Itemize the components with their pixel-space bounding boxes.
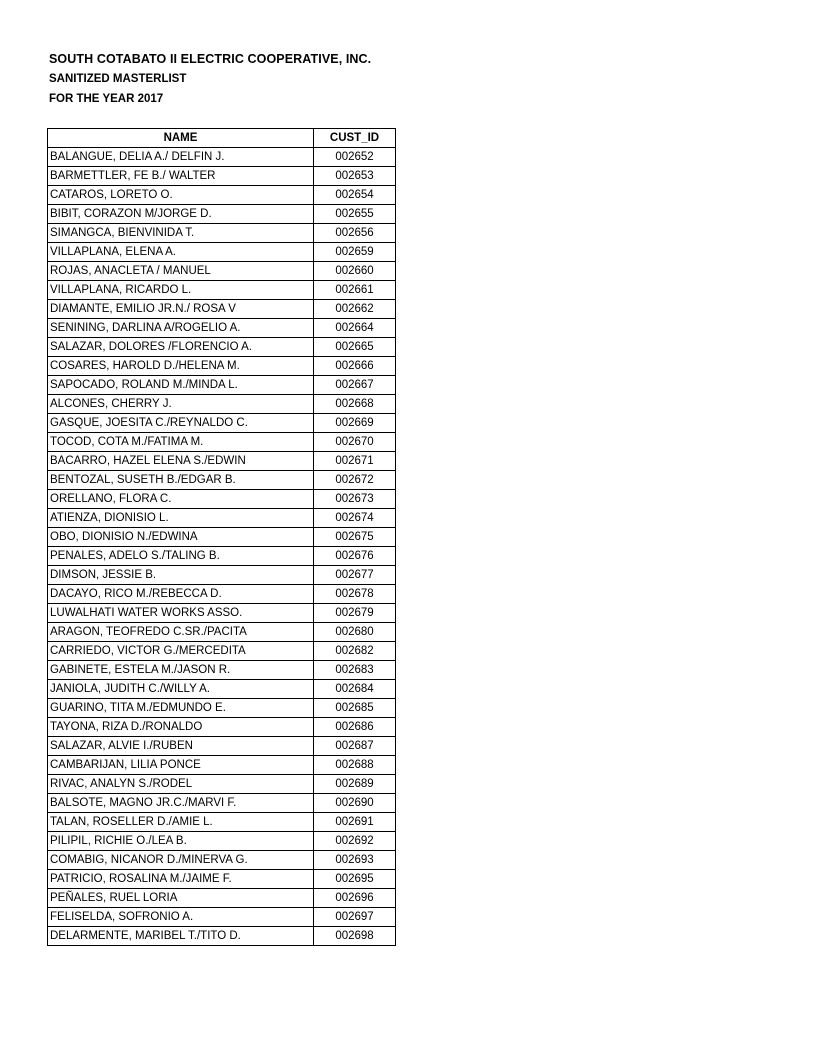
table-row <box>48 490 396 509</box>
customer-name-cell: DIMSON, JESSIE B. <box>48 566 314 585</box>
customer-name-cell: TALAN, ROSELLER D./AMIE L. <box>48 813 314 832</box>
customer-id-cell: 002679 <box>314 604 396 623</box>
customer-id-cell: 002670 <box>314 433 396 452</box>
table-row <box>48 927 396 946</box>
customer-id-cell: 002653 <box>314 167 396 186</box>
customer-name-cell: VILLAPLANA, ELENA A. <box>48 243 314 262</box>
customer-name-cell: BIBIT, CORAZON M/JORGE D. <box>48 205 314 224</box>
customer-id-cell: 002662 <box>314 300 396 319</box>
customer-name-cell: FELISELDA, SOFRONIO A. <box>48 908 314 927</box>
customer-name-cell: SALAZAR, ALVIE I./RUBEN <box>48 737 314 756</box>
column-header-cust-id: CUST_ID <box>314 129 396 148</box>
table-row <box>48 585 396 604</box>
table-row <box>48 604 396 623</box>
customer-id-cell: 002675 <box>314 528 396 547</box>
customer-name-cell: SALAZAR, DOLORES /FLORENCIO A. <box>48 338 314 357</box>
customer-name-cell: CAMBARIJAN, LILIA PONCE <box>48 756 314 775</box>
customer-name-cell: OBO, DIONISIO N./EDWINA <box>48 528 314 547</box>
table-row <box>48 566 396 585</box>
customer-id-cell: 002680 <box>314 623 396 642</box>
customer-name-cell: SENINING, DARLINA A/ROGELIO A. <box>48 319 314 338</box>
customer-name-cell: BALSOTE, MAGNO JR.C./MARVI F. <box>48 794 314 813</box>
table-row <box>48 813 396 832</box>
customer-id-cell: 002661 <box>314 281 396 300</box>
table-row <box>48 661 396 680</box>
table-row <box>48 528 396 547</box>
table-row <box>48 908 396 927</box>
customer-id-cell: 002683 <box>314 661 396 680</box>
customer-name-cell: ORELLANO, FLORA C. <box>48 490 314 509</box>
customer-id-cell: 002666 <box>314 357 396 376</box>
customer-id-cell: 002696 <box>314 889 396 908</box>
customer-name-cell: VILLAPLANA, RICARDO L. <box>48 281 314 300</box>
customer-name-cell: COMABIG, NICANOR D./MINERVA G. <box>48 851 314 870</box>
table-row <box>48 870 396 889</box>
table-row <box>48 319 396 338</box>
customer-id-cell: 002698 <box>314 927 396 946</box>
table-row <box>48 832 396 851</box>
customer-name-cell: CATAROS, LORETO O. <box>48 186 314 205</box>
table-row <box>48 889 396 908</box>
customer-id-cell: 002688 <box>314 756 396 775</box>
customer-id-cell: 002667 <box>314 376 396 395</box>
customer-id-cell: 002695 <box>314 870 396 889</box>
customer-id-cell: 002690 <box>314 794 396 813</box>
table-row <box>48 262 396 281</box>
customer-id-cell: 002664 <box>314 319 396 338</box>
table-row <box>48 243 396 262</box>
table-body <box>48 148 396 946</box>
customer-id-cell: 002673 <box>314 490 396 509</box>
customer-id-cell: 002687 <box>314 737 396 756</box>
customer-id-cell: 002691 <box>314 813 396 832</box>
table-row <box>48 338 396 357</box>
table-row <box>48 737 396 756</box>
customer-id-cell: 002656 <box>314 224 396 243</box>
customer-name-cell: BARMETTLER, FE B./ WALTER <box>48 167 314 186</box>
customer-id-cell: 002672 <box>314 471 396 490</box>
customer-name-cell: TOCOD, COTA M./FATIMA M. <box>48 433 314 452</box>
customer-name-cell: DIAMANTE, EMILIO JR.N./ ROSA V <box>48 300 314 319</box>
table-row <box>48 300 396 319</box>
column-header-name: NAME <box>48 129 314 148</box>
year-line: FOR THE YEAR 2017 <box>49 93 164 105</box>
customer-name-cell: GABINETE, ESTELA M./JASON R. <box>48 661 314 680</box>
table-row <box>48 642 396 661</box>
table-row <box>48 509 396 528</box>
customer-id-cell: 002692 <box>314 832 396 851</box>
customer-name-cell: ROJAS, ANACLETA / MANUEL <box>48 262 314 281</box>
table-row <box>48 623 396 642</box>
customer-name-cell: SAPOCADO, ROLAND M./MINDA L. <box>48 376 314 395</box>
table-row <box>48 186 396 205</box>
customer-id-cell: 002652 <box>314 148 396 167</box>
table-row <box>48 794 396 813</box>
table-row <box>48 433 396 452</box>
table-row <box>48 699 396 718</box>
table-header-row <box>48 129 396 148</box>
customer-id-cell: 002660 <box>314 262 396 281</box>
customer-name-cell: BALANGUE, DELIA A./ DELFIN J. <box>48 148 314 167</box>
customer-name-cell: GASQUE, JOESITA C./REYNALDO C. <box>48 414 314 433</box>
customer-id-cell: 002665 <box>314 338 396 357</box>
customer-name-cell: DELARMENTE, MARIBEL T./TITO D. <box>48 927 314 946</box>
customer-name-cell: RIVAC, ANALYN S./RODEL <box>48 775 314 794</box>
customer-id-cell: 002684 <box>314 680 396 699</box>
table-row <box>48 452 396 471</box>
customer-id-cell: 002697 <box>314 908 396 927</box>
document-subtitle: SANITIZED MASTERLIST <box>49 73 187 85</box>
table-row <box>48 167 396 186</box>
table-row <box>48 376 396 395</box>
table-row <box>48 281 396 300</box>
table-row <box>48 414 396 433</box>
table-row <box>48 224 396 243</box>
document-header <box>49 50 371 110</box>
customer-name-cell: BACARRO, HAZEL ELENA S./EDWIN <box>48 452 314 471</box>
table-row <box>48 680 396 699</box>
customer-id-cell: 002674 <box>314 509 396 528</box>
customer-id-cell: 002671 <box>314 452 396 471</box>
customer-name-cell: ATIENZA, DIONISIO L. <box>48 509 314 528</box>
customer-name-cell: DACAYO, RICO M./REBECCA D. <box>48 585 314 604</box>
customer-id-cell: 002678 <box>314 585 396 604</box>
customer-name-cell: GUARINO, TITA M./EDMUNDO E. <box>48 699 314 718</box>
customer-id-cell: 002655 <box>314 205 396 224</box>
customer-id-cell: 002676 <box>314 547 396 566</box>
customer-name-cell: ARAGON, TEOFREDO C.SR./PACITA <box>48 623 314 642</box>
customer-id-cell: 002689 <box>314 775 396 794</box>
customer-id-cell: 002693 <box>314 851 396 870</box>
table-row <box>48 395 396 414</box>
customer-name-cell: PEÑALES, RUEL LORIA <box>48 889 314 908</box>
table-row <box>48 547 396 566</box>
customer-name-cell: LUWALHATI WATER WORKS ASSO. <box>48 604 314 623</box>
customer-name-cell: ALCONES, CHERRY J. <box>48 395 314 414</box>
customer-name-cell: BENTOZAL, SUSETH B./EDGAR B. <box>48 471 314 490</box>
table-row <box>48 471 396 490</box>
table-row <box>48 851 396 870</box>
customer-id-cell: 002669 <box>314 414 396 433</box>
customer-id-cell: 002659 <box>314 243 396 262</box>
table-row <box>48 718 396 737</box>
customer-name-cell: CARRIEDO, VICTOR G./MERCEDITA <box>48 642 314 661</box>
customer-id-cell: 002685 <box>314 699 396 718</box>
customer-id-cell: 002682 <box>314 642 396 661</box>
table-row <box>48 357 396 376</box>
customer-name-cell: COSARES, HAROLD D./HELENA M. <box>48 357 314 376</box>
customer-id-cell: 002654 <box>314 186 396 205</box>
table-row <box>48 148 396 167</box>
customer-name-cell: TAYONA, RIZA D./RONALDO <box>48 718 314 737</box>
table-row <box>48 205 396 224</box>
customer-name-cell: PATRICIO, ROSALINA M./JAIME F. <box>48 870 314 889</box>
masterlist-table <box>47 128 396 946</box>
customer-name-cell: PENALES, ADELO S./TALING B. <box>48 547 314 566</box>
customer-name-cell: SIMANGCA, BIENVINIDA T. <box>48 224 314 243</box>
customer-id-cell: 002677 <box>314 566 396 585</box>
customer-name-cell: PILIPIL, RICHIE O./LEA B. <box>48 832 314 851</box>
table-row <box>48 775 396 794</box>
customer-id-cell: 002686 <box>314 718 396 737</box>
table-row <box>48 756 396 775</box>
organization-title: SOUTH COTABATO II ELECTRIC COOPERATIVE, INC. <box>49 52 372 66</box>
customer-id-cell: 002668 <box>314 395 396 414</box>
customer-name-cell: JANIOLA, JUDITH C./WILLY A. <box>48 680 314 699</box>
